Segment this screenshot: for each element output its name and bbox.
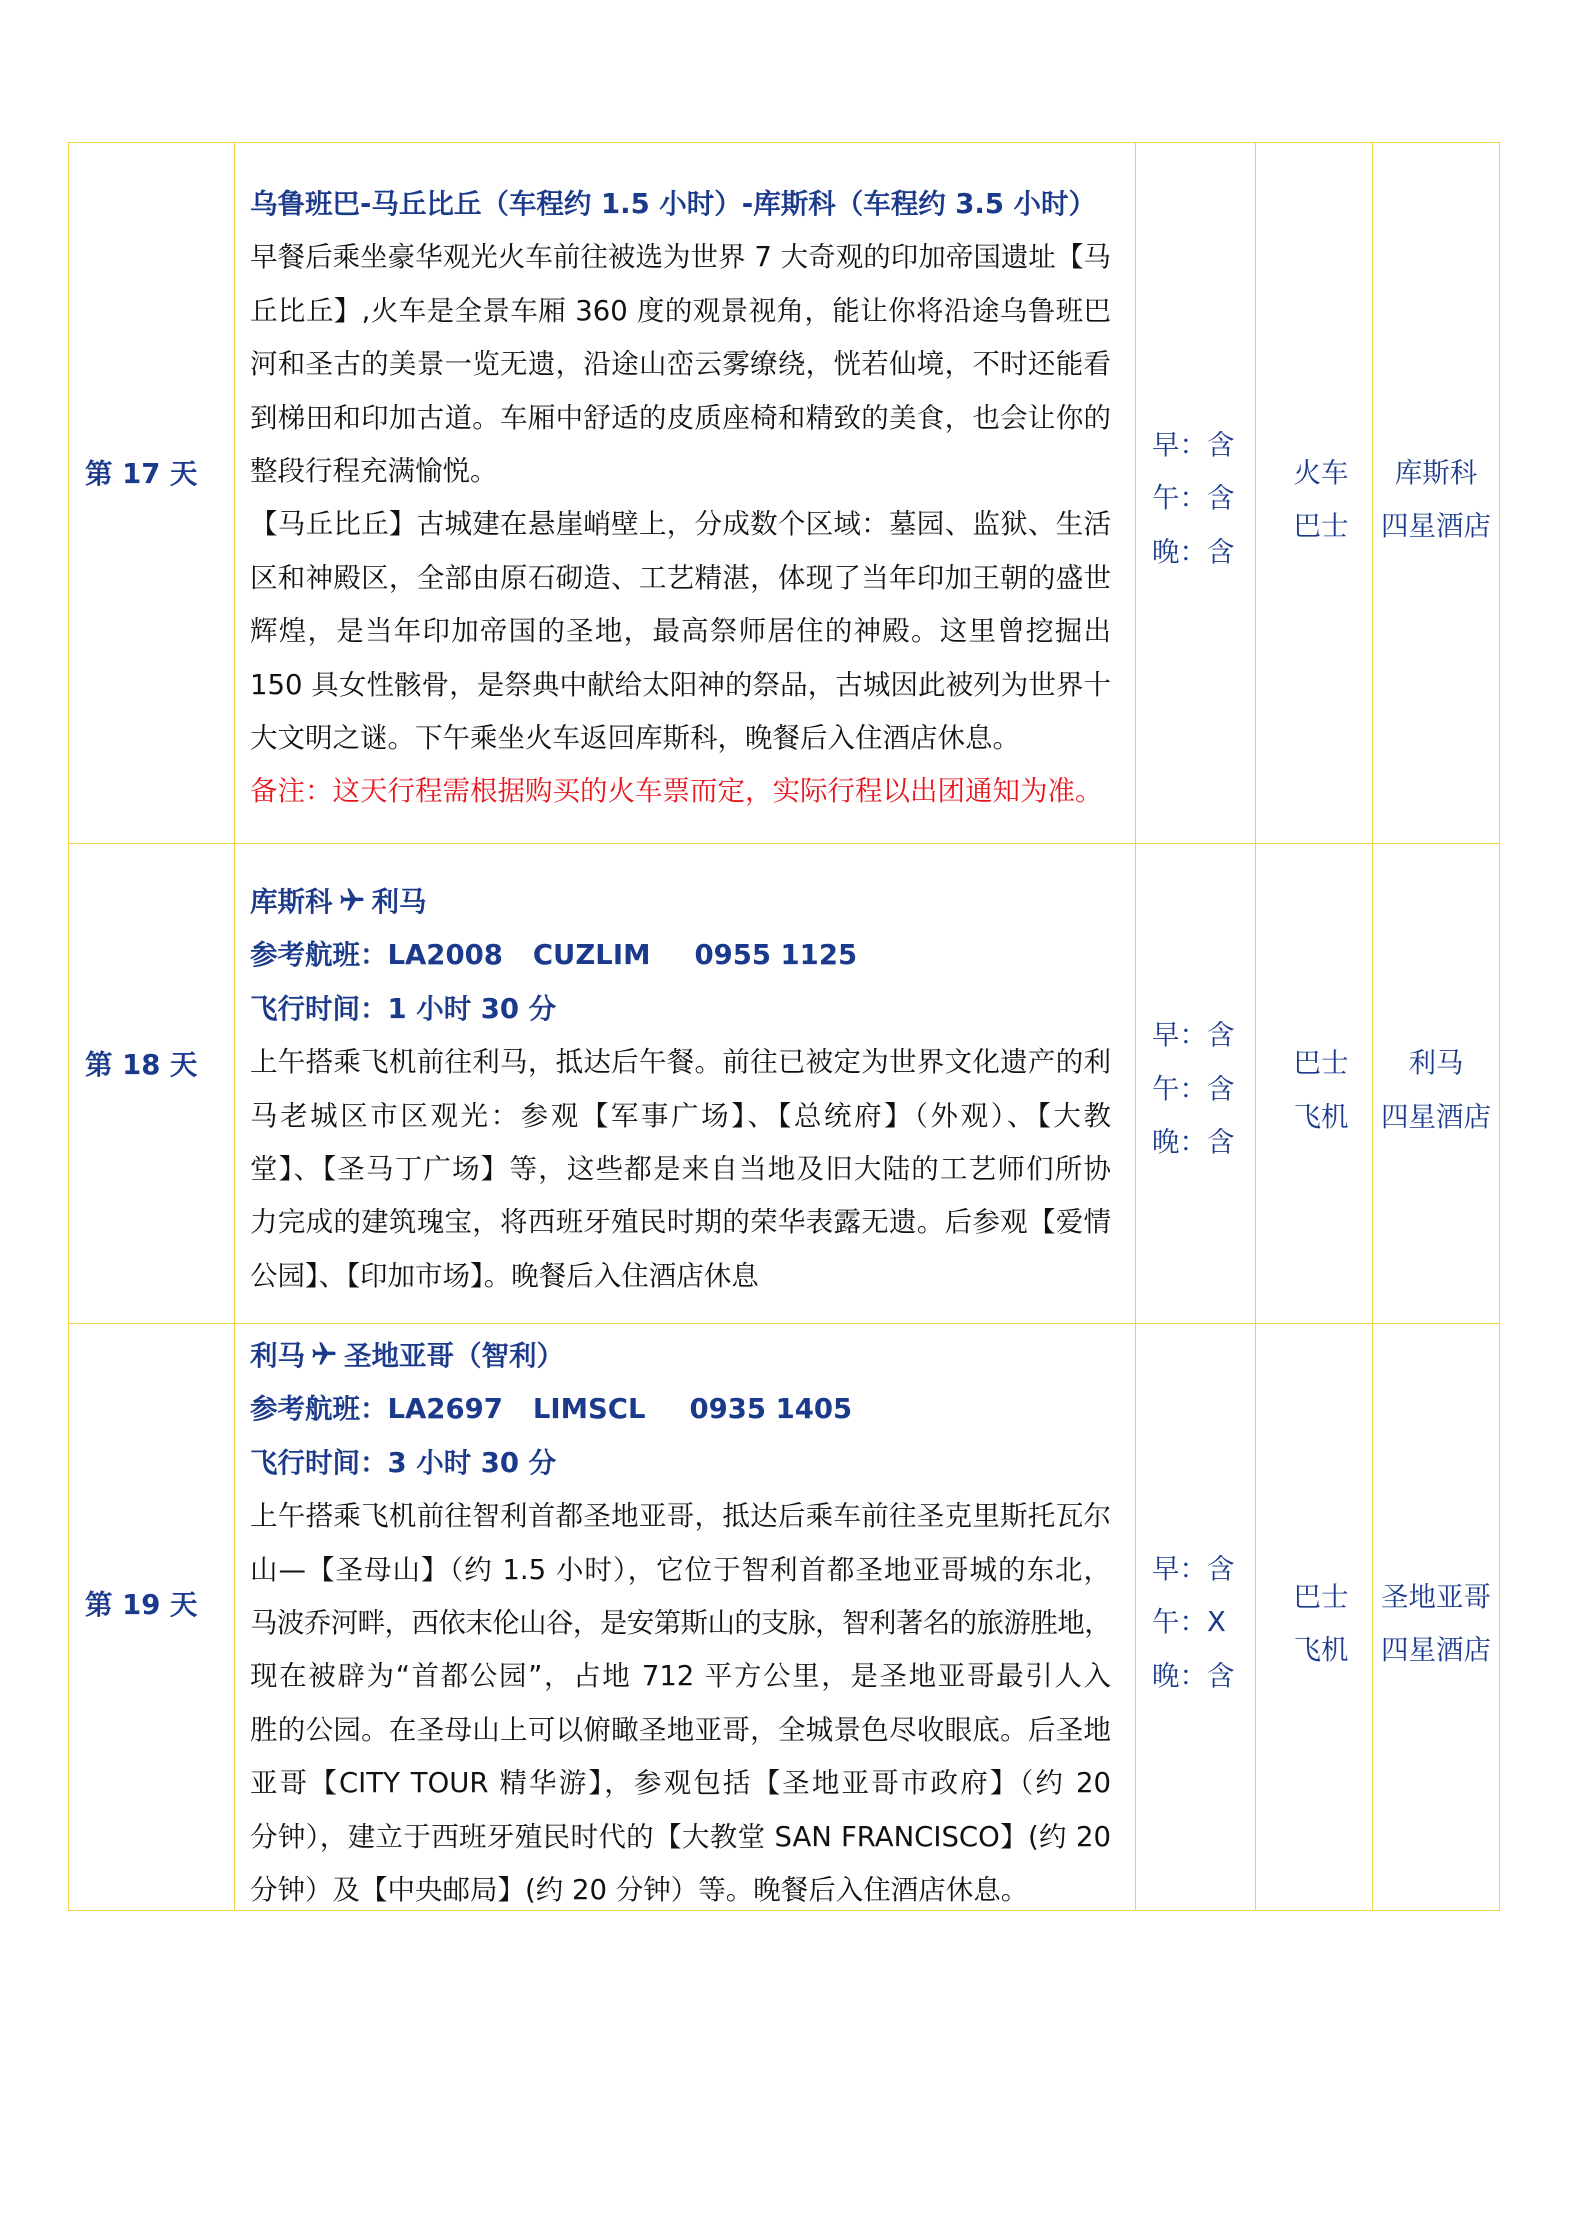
description-line: 堂】、【圣马丁广场】等，这些都是来自当地及旧大陆的工艺师们所协 xyxy=(250,1152,1111,1185)
meal-dinner: 晚：含 xyxy=(1152,1659,1235,1692)
remark-note: 备注：这天行程需根据购买的火车票而定，实际行程以出团通知为准。 xyxy=(250,775,1103,808)
hotel-cell xyxy=(1373,143,1500,844)
meal-breakfast: 早：含 xyxy=(1152,1019,1235,1052)
description-line: 上午搭乘飞机前往利马，抵达后午餐。前往已被定为世界文化遗产的利 xyxy=(250,1046,1111,1079)
flight-info xyxy=(250,1383,1111,1436)
transport-item: 火车 xyxy=(1293,456,1349,489)
description-line: 丘比丘】,火车是全景车厢 360 度的观景视角，能让你将沿途乌鲁班巴 xyxy=(250,294,1111,327)
meals-cell xyxy=(1136,1324,1256,1911)
meal-lunch: 午：含 xyxy=(1152,482,1235,515)
day-cell xyxy=(69,844,235,1324)
description-line: 胜的公园。在圣母山上可以俯瞰圣地亚哥，全城景色尽收眼底。后圣地 xyxy=(250,1713,1111,1746)
transport-item: 巴士 xyxy=(1293,1580,1349,1613)
description-line: 分钟）及【中央邮局】(约 20 分钟）等。晚餐后入住酒店休息。 xyxy=(250,1873,1029,1906)
day-description-cell xyxy=(235,1324,1136,1911)
transport-list xyxy=(1294,447,1349,554)
day-description-cell xyxy=(235,143,1136,844)
meals-list xyxy=(1152,419,1255,580)
hotel-info xyxy=(1381,447,1491,554)
description-line: 马波乔河畔，西依末伦山谷，是安第斯山的支脉，智利著名的旅游胜地， xyxy=(250,1606,1111,1639)
day-label: 第 18 天 xyxy=(85,1048,198,1081)
description-line: 亚哥【CITY TOUR 精华游】，参观包括【圣地亚哥市政府】（约 20 xyxy=(250,1767,1111,1800)
flight-number: LA2697 xyxy=(387,1393,503,1426)
day-cell xyxy=(69,143,235,844)
day-title xyxy=(250,876,1111,929)
flight-label: 参考航班： xyxy=(250,1393,388,1426)
description-line: 150 具女性骸骨，是祭典中献给太阳神的祭品，古城因此被列为世界十 xyxy=(250,668,1111,701)
hotel-cell xyxy=(1373,844,1500,1324)
transport-cell xyxy=(1256,844,1373,1324)
day-title: 乌鲁班巴-马丘比丘（车程约 1.5 小时）-库斯科（车程约 3.5 小时） xyxy=(250,188,1097,220)
description-line: 马老城区市区观光：参观【军事广场】、【总统府】（外观）、【大教 xyxy=(250,1099,1111,1132)
flight-route: LIMSCL xyxy=(532,1393,646,1426)
transport-list xyxy=(1294,1571,1349,1678)
route-from: 库斯科 xyxy=(250,886,333,918)
hotel-grade: 四星酒店 xyxy=(1381,510,1491,542)
hotel-city: 利马 xyxy=(1408,1047,1464,1079)
itinerary-table xyxy=(68,142,1500,1911)
transport-item: 巴士 xyxy=(1293,510,1349,542)
route-to: 利马 xyxy=(371,886,427,918)
meal-breakfast: 早：含 xyxy=(1152,1552,1235,1585)
transport-item: 巴士 xyxy=(1293,1047,1349,1079)
flight-info xyxy=(250,929,1111,982)
hotel-cell xyxy=(1373,1324,1500,1911)
description-line: 区和神殿区，全部由原石砌造、工艺精湛，体现了当年印加王朝的盛世 xyxy=(250,561,1111,594)
hotel-info xyxy=(1381,1571,1491,1678)
flight-duration: 飞行时间：1 小时 30 分 xyxy=(250,992,557,1025)
day-label: 第 17 天 xyxy=(85,458,198,490)
airplane-icon xyxy=(338,886,366,914)
day-title xyxy=(250,1330,1111,1383)
description-line: 大文明之谜。下午乘坐火车返回库斯科，晚餐后入住酒店休息。 xyxy=(250,721,1020,754)
flight-number: LA2008 xyxy=(387,939,503,972)
hotel-city: 库斯科 xyxy=(1394,456,1478,489)
day-cell xyxy=(69,1324,235,1911)
hotel-city: 圣地亚哥 xyxy=(1381,1580,1491,1613)
hotel-grade: 四星酒店 xyxy=(1381,1634,1491,1666)
flight-times: 0955 1125 xyxy=(694,939,858,972)
transport-item: 飞机 xyxy=(1293,1634,1349,1666)
description-line: 分钟），建立于西班牙殖民时代的【大教堂 SAN FRANCISCO】(约 20 xyxy=(250,1820,1111,1853)
transport-cell xyxy=(1256,1324,1373,1911)
meals-list xyxy=(1152,1009,1255,1170)
day-label: 第 19 天 xyxy=(85,1589,198,1621)
description-line: 公园】、【印加市场】。晚餐后入住酒店休息 xyxy=(250,1259,759,1292)
transport-item: 飞机 xyxy=(1293,1100,1349,1133)
description-line: 现在被辟为“首都公园”，占地 712 平方公里，是圣地亚哥最引人入 xyxy=(250,1660,1111,1693)
description-line: 辉煌，是当年印加帝国的圣地，最高祭师居住的神殿。这里曾挖掘出 xyxy=(250,615,1111,648)
hotel-grade: 四星酒店 xyxy=(1381,1100,1491,1133)
description-line: 力完成的建筑瑰宝，将西班牙殖民时期的荣华表露无遗。后参观【爱情 xyxy=(250,1206,1111,1239)
description-line: 山—【圣母山】（约 1.5 小时），它位于智利首都圣地亚哥城的东北， xyxy=(250,1553,1111,1586)
meals-list xyxy=(1152,1543,1255,1704)
flight-route: CUZLIM xyxy=(532,939,651,972)
description-line: 到梯田和印加古道。车厢中舒适的皮质座椅和精致的美食，也会让你的 xyxy=(250,401,1111,434)
description-line: 上午搭乘飞机前往智利首都圣地亚哥，抵达后乘车前往圣克里斯托瓦尔 xyxy=(250,1500,1111,1533)
route-to: 圣地亚哥 xyxy=(344,1340,454,1372)
airplane-icon xyxy=(310,1340,338,1368)
route-from: 利马 xyxy=(250,1340,305,1372)
flight-duration: 飞行时间：3 小时 30 分 xyxy=(250,1446,557,1479)
route-country: （智利） xyxy=(454,1340,564,1372)
description-line: 早餐后乘坐豪华观光火车前往被选为世界 7 大奇观的印加帝国遗址【马 xyxy=(250,241,1111,274)
flight-times: 0935 1405 xyxy=(689,1393,853,1426)
description-line: 整段行程充满愉悦。 xyxy=(250,454,498,487)
meal-dinner: 晚：含 xyxy=(1152,1126,1235,1159)
meal-dinner: 晚：含 xyxy=(1152,535,1235,568)
description-line: 河和圣古的美景一览无遗，沿途山峦云雾缭绕，恍若仙境，不时还能看 xyxy=(250,348,1111,381)
meal-lunch: 午：含 xyxy=(1152,1072,1235,1105)
meals-cell xyxy=(1136,143,1256,844)
day-description-cell xyxy=(235,844,1136,1324)
meals-cell xyxy=(1136,844,1256,1324)
meal-breakfast: 早：含 xyxy=(1152,428,1235,461)
description-line: 【马丘比丘】古城建在悬崖峭壁上，分成数个区域：墓园、监狱、生活 xyxy=(250,508,1111,541)
transport-list xyxy=(1294,1037,1349,1144)
flight-label: 参考航班： xyxy=(250,939,388,972)
transport-cell xyxy=(1256,143,1373,844)
hotel-info xyxy=(1381,1037,1491,1144)
meal-lunch: 午：X xyxy=(1152,1606,1226,1639)
